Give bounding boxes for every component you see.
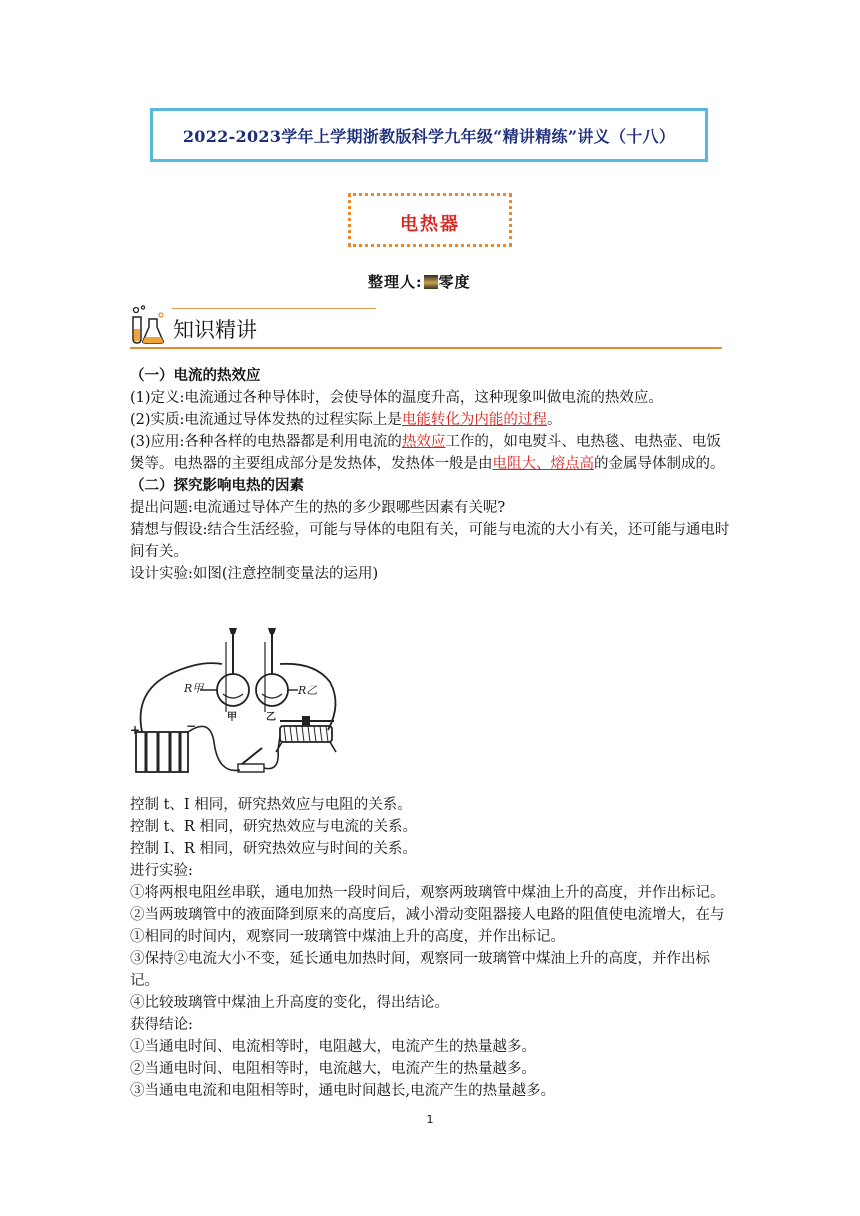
control-line-1: 控制 t、I 相同，研究热效应与电阻的关系。: [130, 797, 412, 813]
content-part-1: [130, 365, 730, 585]
hypothesis-paragraph: 猜想与假设:结合生活经验，可能与导体的电阻有关，可能与电流的大小有关，还可能与通电时间有关。: [130, 522, 730, 560]
part2-heading: （二）探究影响电热的因素: [130, 477, 304, 494]
lab-flask-icon: [130, 305, 166, 345]
label-r1: R甲: [184, 682, 204, 695]
label-flask-a: 甲: [227, 712, 237, 723]
section-top-rule: [172, 308, 376, 309]
author-avatar-icon: [424, 275, 438, 289]
application-paragraph: [130, 431, 730, 475]
control-line-2: 控制 t、R 相同，研究热效应与电流的关系。: [130, 819, 417, 835]
content-part-2: [130, 794, 730, 1102]
application-suffix: 的金属导体制成的。: [594, 456, 725, 472]
page-number: 1: [426, 1113, 434, 1126]
section-title: 知识精讲: [173, 318, 257, 342]
document-title: 2022-2023学年上学期浙教版科学九年级“精讲精练”讲义（十八）: [182, 127, 676, 146]
conclusion-item-2: ②当通电时间、电阻相等时，电流越大，电流产生的热量越多。: [130, 1061, 536, 1077]
essence-paragraph: [130, 409, 730, 431]
application-mid-text: 工作的，如电熨斗、电热毯、电热壶、电饭煲等。电热器的主要组成部分是发热体，发热体一般是由: [130, 434, 721, 472]
essence-suffix: 。: [546, 412, 562, 428]
application-highlight-1: 热效应: [401, 434, 446, 450]
section-underline: [130, 347, 722, 349]
application-highlight-2: 电阻大、熔点高: [492, 456, 594, 472]
label-flask-b: 乙: [266, 712, 276, 723]
label-minus: −: [186, 719, 197, 733]
circuit-diagram: [130, 622, 345, 782]
experiment-step-1: ①将两根电阻丝串联，通电加热一段时间后，观察两玻璃管中煤油上升的高度，并作出标记。: [130, 885, 725, 901]
part1-heading: （一）电流的热效应: [130, 367, 261, 384]
question-paragraph: 提出问题:电流通过导体产生的热的多少跟哪些因素有关呢?: [130, 500, 506, 516]
control-line-3: 控制 I、R 相同，研究热效应与时间的关系。: [130, 841, 417, 857]
experiment-step-3: ③保持②电流大小不变，延长通电加热时间，观察同一玻璃管中煤油上升的高度，并作出标记。: [130, 951, 710, 989]
title-box: [150, 108, 708, 162]
author-label: 整理人:: [368, 273, 423, 291]
definition-paragraph: (1)定义:电流通过各种导体时，会使导体的温度升高，这种现象叫做电流的热效应。: [130, 390, 663, 406]
conclusion-item-3: ③当通电电流和电阻相等时，通电时间越长,电流产生的热量越多。: [130, 1083, 556, 1099]
design-paragraph: 设计实验:如图(注意控制变量法的运用): [130, 566, 379, 582]
author-name: 零度: [438, 273, 471, 291]
author-line: [368, 271, 471, 292]
label-r2: R乙: [298, 684, 318, 697]
experiment-step-2: ②当两玻璃管中的液面降到原来的高度后，减小滑动变阻器接人电路的阻值使电流增大，在与①相同的时间内，观察同一玻璃管中煤油上升的高度，并作出标记。: [130, 907, 725, 945]
conclusion-item-1: ①当通电时间、电流相等时，电阻越大，电流产生的热量越多。: [130, 1039, 536, 1055]
experiment-step-4: ④比较玻璃管中煤油上升高度的变化，得出结论。: [130, 995, 449, 1011]
topic-box: [348, 193, 512, 247]
topic-title: 电热器: [400, 214, 460, 235]
conclusion-heading: 获得结论:: [130, 1017, 193, 1033]
application-text: (3)应用:各种各样的电热器都是利用电流的: [130, 434, 402, 450]
section-header: [130, 305, 722, 349]
experiment-heading: 进行实验:: [130, 863, 193, 879]
label-plus: +: [130, 723, 141, 737]
essence-text: (2)实质:电流通过导体发热的过程实际上是: [130, 412, 402, 428]
essence-highlight: 电能转化为内能的过程: [401, 412, 547, 428]
